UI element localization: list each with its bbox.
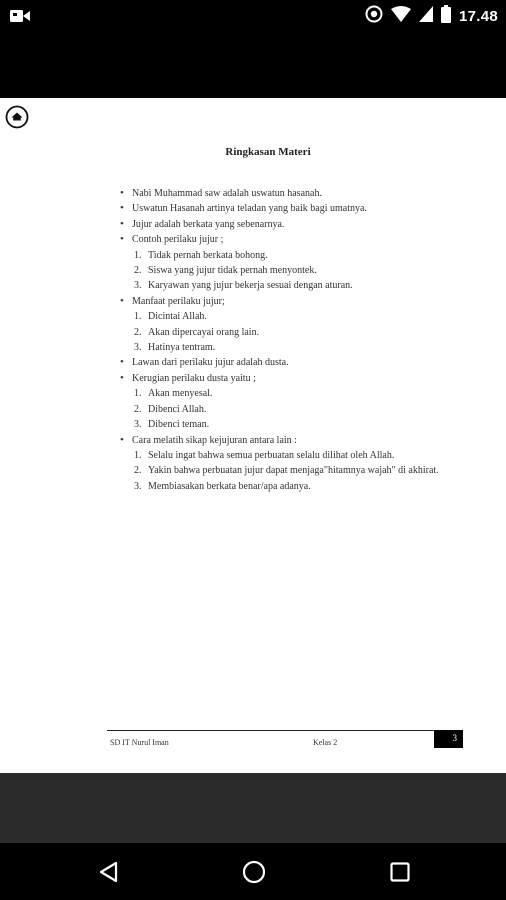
wifi-icon — [391, 6, 411, 27]
item-number: 2. — [134, 403, 142, 415]
footer-divider — [107, 730, 463, 731]
item-text: Membiasakan berkata benar/apa adanya. — [148, 480, 311, 492]
numbered-item — [118, 248, 463, 263]
summary-list — [118, 186, 463, 494]
bullet-text: Uswatun Hasanah artinya teladan yang baik bagi umatnya. — [132, 203, 367, 215]
item-text: Dibenci teman. — [148, 419, 210, 431]
numbered-list — [118, 309, 463, 355]
item-text: Siswa yang jujur tidak pernah menyontek. — [148, 265, 317, 277]
bullet-text: Jujur adalah berkata yang sebenarnya. — [132, 218, 285, 230]
item-text: Dicintai Allah. — [148, 311, 207, 323]
bullet-text: Kerugian perilaku dusta yaitu ; — [132, 372, 256, 384]
item-text: Dibenci Allah. — [148, 403, 207, 415]
numbered-item — [118, 479, 463, 494]
summary-bullet — [118, 371, 463, 386]
page-title: Ringkasan Materi — [225, 146, 311, 158]
sub-list-container — [118, 309, 463, 355]
recents-square-icon[interactable] — [385, 857, 415, 887]
item-number: 3. — [134, 419, 142, 431]
battery-icon — [441, 5, 451, 28]
numbered-item — [118, 278, 463, 293]
footer-school: SD IT Nurul Iman — [110, 738, 169, 747]
bullet-text: Contoh perilaku jujur ; — [132, 234, 224, 246]
item-number: 1. — [134, 449, 142, 461]
sub-list-container — [118, 386, 463, 432]
back-icon[interactable] — [94, 857, 124, 887]
numbered-list — [118, 448, 463, 494]
page-number: 3 — [434, 730, 463, 748]
numbered-list — [118, 248, 463, 294]
sub-list-container — [118, 448, 463, 494]
item-text: Akan dipercayai orang lain. — [148, 326, 260, 338]
document-page[interactable] — [0, 98, 506, 773]
bullet-text: Cara melatih sikap kejujuran antara lain : — [132, 434, 297, 446]
bullet-text: Nabi Muhammad saw adalah uswatun hasanah. — [132, 188, 322, 199]
item-text: Karyawan yang jujur bekerja sesuai dengan aturan. — [148, 280, 353, 292]
item-number: 1. — [134, 388, 142, 400]
numbered-item — [118, 309, 463, 324]
numbered-item — [118, 386, 463, 401]
sub-list-container — [118, 248, 463, 294]
summary-bullet — [118, 201, 463, 216]
item-number: 1. — [134, 311, 142, 323]
item-number: 3. — [134, 342, 142, 354]
item-number: 3. — [134, 480, 142, 492]
summary-bullet — [118, 186, 463, 201]
footer-class: Kelas 2 — [313, 738, 338, 747]
sync-icon — [365, 5, 383, 28]
numbered-item — [118, 402, 463, 417]
cellular-signal-icon — [419, 6, 433, 27]
video-camera-icon — [10, 8, 30, 29]
item-number: 2. — [134, 265, 142, 277]
home-icon[interactable] — [5, 105, 29, 129]
toolbar-area — [0, 32, 506, 98]
navigation-bar — [0, 843, 506, 900]
status-bar — [0, 0, 506, 32]
numbered-item — [118, 340, 463, 355]
summary-bullet — [118, 217, 463, 232]
summary-bullet — [118, 433, 463, 448]
item-number: 2. — [134, 326, 142, 338]
numbered-list — [118, 386, 463, 432]
item-text: Akan menyesal. — [148, 388, 213, 400]
summary-bullet — [118, 232, 463, 247]
item-text: Yakin bahwa perbuatan jujur dapat menjaga"hitamnya wajah" di akhirat. — [148, 465, 439, 477]
status-time: 17.48 — [458, 7, 498, 25]
summary-content — [118, 186, 463, 494]
item-text: Tidak pernah berkata bohong. — [148, 249, 268, 261]
numbered-item — [118, 448, 463, 463]
numbered-item — [118, 417, 463, 432]
item-number: 3. — [134, 280, 142, 292]
item-number: 1. — [134, 249, 142, 261]
bullet-text: Manfaat perilaku jujur; — [132, 295, 225, 307]
numbered-item — [118, 325, 463, 340]
viewer-background — [0, 773, 506, 843]
item-number: 2. — [134, 465, 142, 477]
item-text: Selalu ingat bahwa semua perbuatan selalu dilihat oleh Allah. — [148, 449, 395, 461]
bullet-text: Lawan dari perilaku jujur adalah dusta. — [132, 357, 289, 369]
summary-bullet — [118, 294, 463, 309]
summary-bullet — [118, 355, 463, 370]
numbered-item — [118, 463, 463, 478]
home-circle-icon[interactable] — [239, 857, 269, 887]
numbered-item — [118, 263, 463, 278]
item-text: Hatinya tentram. — [148, 342, 216, 354]
